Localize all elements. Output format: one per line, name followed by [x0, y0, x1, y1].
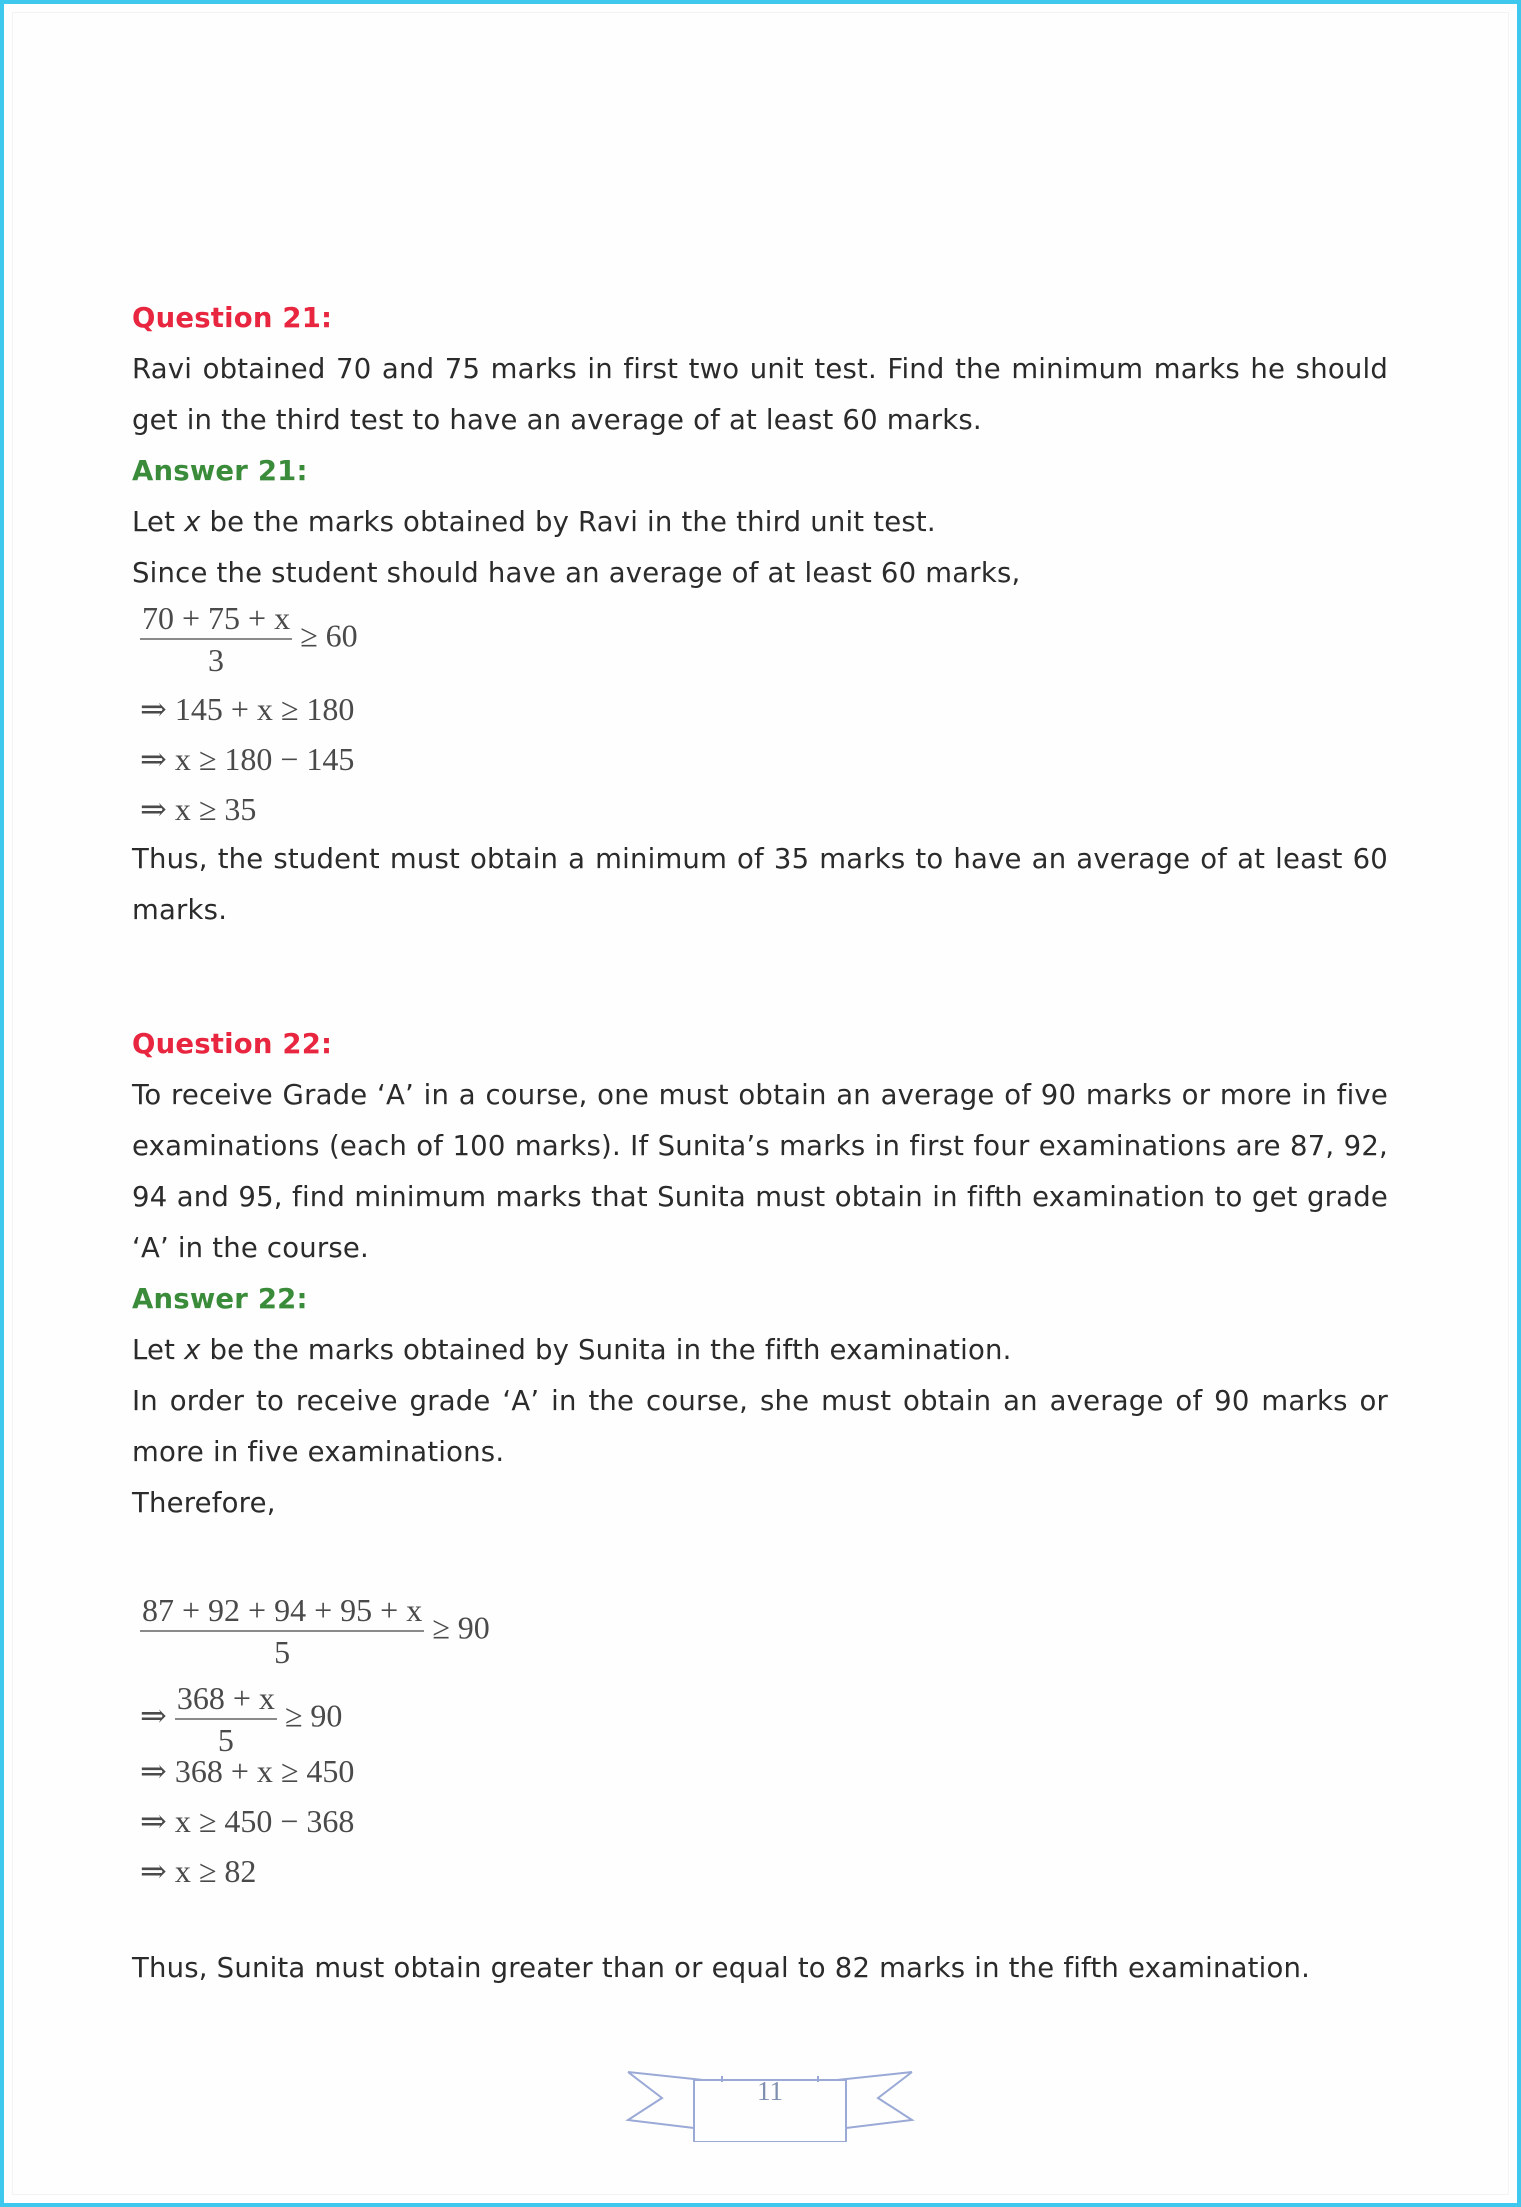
question-22-line-2: examinations (each of 100 marks). If Sunita’s marks in first four examinations are 87, 92, — [132, 1130, 1388, 1162]
question-22-line-4: ‘A’ in the course. — [132, 1232, 369, 1264]
math-21-step-3: ⇒ x ≥ 35 — [140, 791, 257, 827]
question-22-title: Question 22: — [132, 1028, 333, 1060]
math-22-fraction-line-2 — [140, 1678, 342, 1760]
answer-22-therefore: Therefore, — [132, 1487, 276, 1519]
answer-21-since-line: Since the student should have an average of at least 60 marks, — [132, 557, 1021, 589]
fraction-numerator: 87 + 92 + 94 + 95 + x — [140, 1590, 424, 1632]
fraction — [175, 1678, 277, 1760]
page-number-ribbon — [622, 2058, 918, 2142]
answer-22-let-line — [132, 1325, 1388, 1376]
conclusion-21-line-1: Thus, the student must obtain a minimum of 35 marks to have an average of at least 60 — [132, 843, 1388, 875]
question-22-block — [132, 1019, 1388, 1529]
fraction-denominator: 5 — [217, 1722, 234, 1758]
math-21-fraction-line — [140, 598, 358, 680]
answer-22-order-line-2: more in five examinations. — [132, 1436, 505, 1468]
math-21-step-1: ⇒ 145 + x ≥ 180 — [140, 691, 355, 727]
question-22-line-3: 94 and 95, find minimum marks that Sunita must obtain in fifth examination to get grade — [132, 1181, 1388, 1213]
variable-x: x — [184, 1334, 201, 1366]
answer-21-let-line — [132, 497, 1388, 548]
fraction-numerator: 70 + 75 + x — [140, 598, 292, 640]
fraction-numerator: 368 + x — [175, 1678, 277, 1720]
math-22-step-2: ⇒ x ≥ 450 − 368 — [140, 1803, 355, 1839]
answer-21-title: Answer 21: — [132, 455, 308, 487]
math-22-fraction-line-1 — [140, 1590, 490, 1672]
question-22-line-1: To receive Grade ‘A’ in a course, one must obtain an average of 90 marks or more in five — [132, 1079, 1388, 1111]
fraction-denominator: 5 — [274, 1634, 291, 1670]
let-suffix: be the marks obtained by Ravi in the third unit test. — [200, 506, 936, 538]
conclusion-22-block — [132, 1943, 1388, 1994]
answer-22-order-line-1: In order to receive grade ‘A’ in the course, she must obtain an average of 90 marks or — [132, 1385, 1388, 1417]
let-prefix: Let — [132, 1334, 185, 1366]
conclusion-21-block — [132, 834, 1388, 936]
math-21-step-2: ⇒ x ≥ 180 − 145 — [140, 741, 355, 777]
fraction-rhs: ≥ 90 — [284, 1697, 343, 1734]
variable-x: x — [184, 506, 201, 538]
question-21-line-1: Ravi obtained 70 and 75 marks in first two unit test. Find the minimum marks he should — [132, 353, 1388, 385]
fraction-rhs: ≥ 60 — [300, 617, 358, 654]
fraction-denominator: 3 — [208, 642, 225, 678]
let-prefix: Let — [132, 506, 185, 538]
let-suffix: be the marks obtained by Sunita in the fifth examination. — [200, 1334, 1012, 1366]
conclusion-22-line: Thus, Sunita must obtain greater than or equal to 82 marks in the fifth examination. — [132, 1952, 1311, 1984]
answer-22-title: Answer 22: — [132, 1283, 308, 1315]
fraction-rhs: ≥ 90 — [432, 1609, 490, 1646]
conclusion-21-line-2: marks. — [132, 894, 228, 926]
page-number: 11 — [757, 2076, 783, 2106]
fraction — [140, 598, 292, 680]
math-22-step-1: ⇒ 368 + x ≥ 450 — [140, 1753, 355, 1789]
question-21-line-2: get in the third test to have an average of at least 60 marks. — [132, 404, 982, 436]
implies-symbol: ⇒ — [140, 1697, 167, 1734]
math-22-step-3: ⇒ x ≥ 82 — [140, 1853, 257, 1889]
question-21-title: Question 21: — [132, 302, 333, 334]
fraction — [140, 1590, 424, 1672]
question-21-block — [132, 293, 1388, 599]
